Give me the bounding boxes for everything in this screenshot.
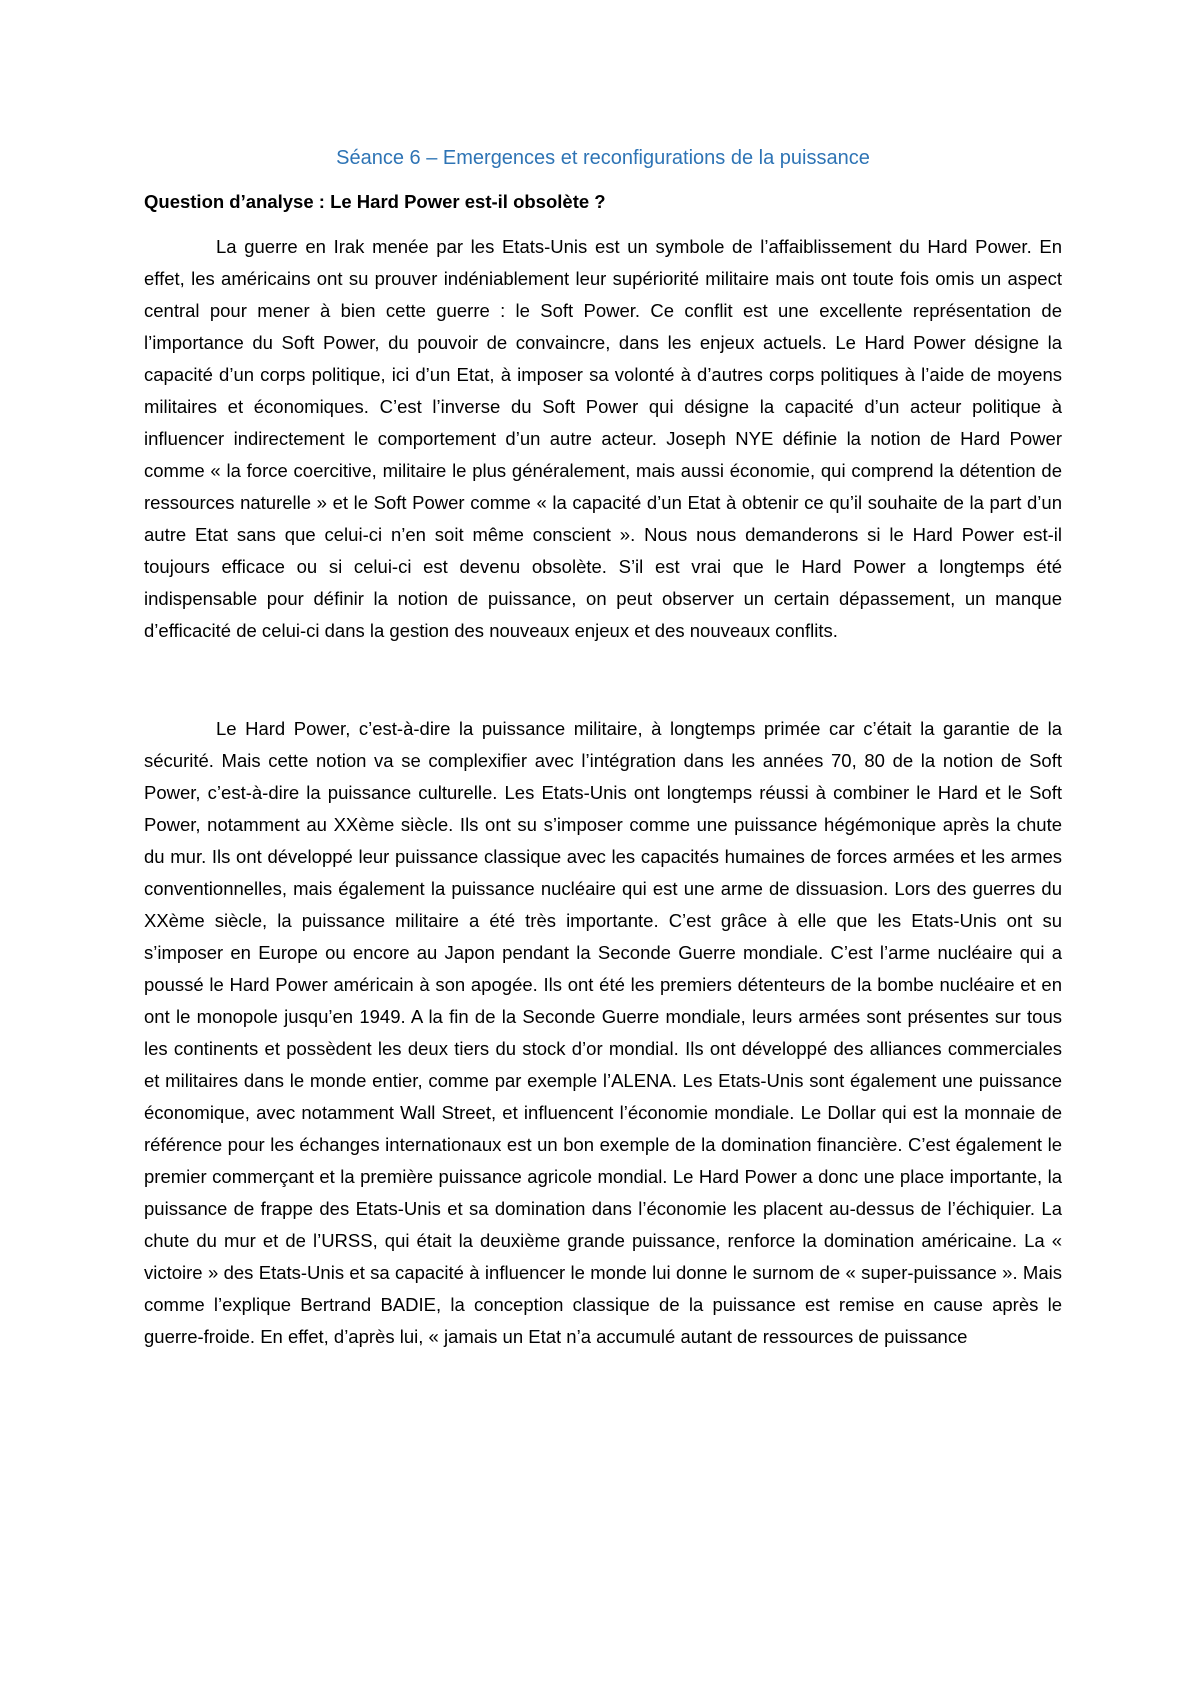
analysis-question: Question d’analyse : Le Hard Power est-il obsolète ?	[144, 191, 606, 212]
paragraph-introduction: La guerre en Irak menée par les Etats-Unis est un symbole de l’affaiblissement du Hard Power. En effet, les américains ont su prouver indéniablement leur supériorité militaire mais ont toute fois omis un aspect central pour mener à bien cette guerre : le Soft Power. Ce conflit est une excellente représentation de l’importance du Soft Power, du pouvoir de convaincre, dans les enjeux actuels. Le Hard Power désigne la capacité d’un corps politique, ici d’un Etat, à imposer sa volonté à d’autres corps politiques à l’aide de moyens militaires et économiques. C’est l’inverse du Soft Power qui désigne la capacité d’un acteur politique à influencer indirectement le comportement d’un autre acteur. Joseph NYE définie la notion de Hard Power comme « la force coercitive, militaire le plus généralement, mais aussi économie, qui comprend la détention de ressources naturelle » et le Soft Power comme « la capacité d’un Etat à obtenir ce qu’il souhaite de la part d’un autre Etat sans que celui-ci n’en soit même conscient ». Nous nous demanderons si le Hard Power est-il toujours efficace ou si celui-ci est devenu obsolète. S’il est vrai que le Hard Power a longtemps été indispensable pour définir la notion de puissance, on peut observer un certain dépassement, un manque d’efficacité de celui-ci dans la gestion des nouveaux enjeux et des nouveaux conflits.	[144, 236, 1062, 641]
document-title: Séance 6 – Emergences et reconfigurations de la puissance	[336, 147, 870, 169]
paragraph-hard-power: Le Hard Power, c’est-à-dire la puissance militaire, à longtemps primée car c’était la garantie de la sécurité. Mais cette notion va se complexifier avec l’intégration dans les années 70, 80 de la notion de Soft Power, c’est-à-dire la puissance culturelle. Les Etats-Unis ont longtemps réussi à combiner le Hard et le Soft Power, notamment au XXème siècle. Ils ont su s’imposer comme une puissance hégémonique après la chute du mur. Ils ont développé leur puissance classique avec les capacités humaines de forces armées et les armes conventionnelles, mais également la puissance nucléaire qui est une arme de dissuasion. Lors des guerres du XXème siècle, la puissance militaire a été très importante. C’est grâce à elle que les Etats-Unis ont su s’imposer en Europe ou encore au Japon pendant la Seconde Guerre mondiale. C’est l’arme nucléaire qui a poussé le Hard Power américain à son apogée. Ils ont été les premiers détenteurs de la bombe nucléaire et en ont le monopole jusqu’en 1949. A la fin de la Seconde Guerre mondiale, leurs armées sont présentes sur tous les continents et possèdent les deux tiers du stock d’or mondial. Ils ont développé des alliances commerciales et militaires dans le monde entier, comme par exemple l’ALENA. Les Etats-Unis sont également une puissance économique, avec notamment Wall Street, et influencent l’économie mondiale. Le Dollar qui est la monnaie de référence pour les échanges internationaux est un bon exemple de la domination financière. C’est également le premier commerçant et la première puissance agricole mondial. Le Hard Power a donc une place importante, la puissance de frappe des Etats-Unis et sa domination dans l’économie les placent au-dessus de l’échiquier. La chute du mur et de l’URSS, qui était la deuxième grande puissance, renforce la domination américaine. La « victoire » des Etats-Unis et sa capacité à influencer le monde lui donne le surnom de « super-puissance ». Mais comme l’explique Bertrand BADIE, la conception classique de la puissance est remise en cause après le guerre-froide. En effet, d’après lui, « jamais un Etat n’a accumulé autant de ressources de puissance	[144, 718, 1062, 1347]
document-body	[144, 143, 1062, 1353]
